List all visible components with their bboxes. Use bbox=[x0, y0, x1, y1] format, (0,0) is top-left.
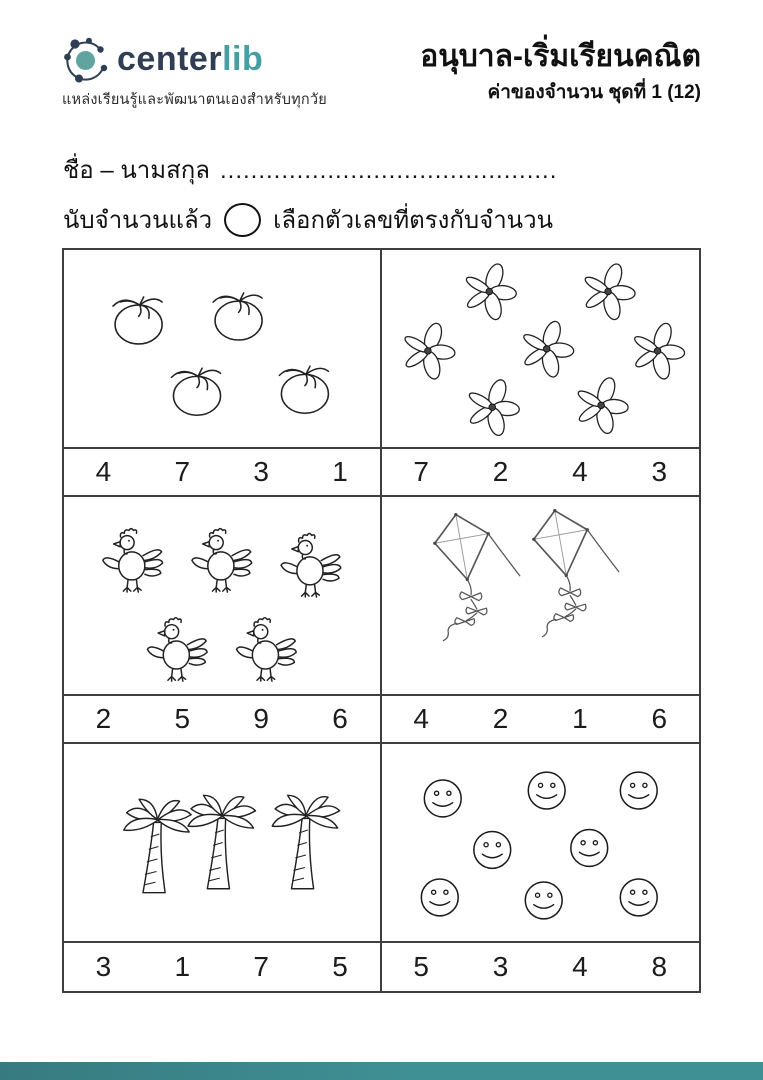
choice-number[interactable]: 4 bbox=[95, 456, 112, 487]
choice-number[interactable]: 6 bbox=[651, 703, 668, 734]
kites-drawing bbox=[382, 497, 700, 694]
roosters-drawing bbox=[64, 497, 380, 694]
choice-number[interactable]: 3 bbox=[651, 456, 668, 487]
choice-number[interactable]: 9 bbox=[253, 703, 269, 734]
picture-cell-roosters bbox=[64, 497, 382, 696]
choice-number[interactable]: 6 bbox=[332, 703, 348, 734]
choice-number[interactable]: 2 bbox=[492, 703, 509, 734]
worksheet-title: อนุบาล-เริ่มเรียนคณิต bbox=[420, 40, 701, 73]
name-blank[interactable]: ............................................ bbox=[219, 157, 558, 184]
choice-number[interactable]: 1 bbox=[174, 951, 191, 982]
centerlib-logo-icon bbox=[62, 36, 110, 84]
instruction-text-after: เลือกตัวเลขที่ตรงกับจำนวน bbox=[273, 207, 553, 234]
choice-number[interactable]: 7 bbox=[413, 456, 429, 487]
name-label: ชื่อ – นามสกุล bbox=[63, 157, 210, 184]
choice-number[interactable]: 3 bbox=[253, 456, 269, 487]
choice-number[interactable]: 2 bbox=[95, 703, 112, 734]
choice-number[interactable]: 7 bbox=[174, 456, 191, 487]
choice-row-tomatoes bbox=[64, 449, 382, 497]
picture-cell-tomatoes bbox=[64, 250, 382, 449]
choice-number[interactable]: 1 bbox=[332, 456, 348, 487]
choice-number[interactable]: 8 bbox=[651, 951, 668, 982]
choice-row-kites bbox=[382, 696, 700, 744]
choice-row-roosters bbox=[64, 696, 382, 744]
choice-number[interactable]: 3 bbox=[492, 951, 509, 982]
form-area bbox=[63, 150, 701, 239]
choice-row-palm-trees bbox=[64, 943, 382, 991]
worksheet-grid bbox=[62, 248, 701, 993]
choice-number[interactable]: 4 bbox=[572, 456, 588, 487]
choice-number[interactable]: 2 bbox=[492, 456, 509, 487]
choice-row-smiley-faces bbox=[382, 943, 700, 991]
choice-number[interactable]: 3 bbox=[95, 951, 112, 982]
choice-number[interactable]: 4 bbox=[572, 951, 588, 982]
palm-trees-drawing bbox=[64, 744, 380, 941]
instruction-line bbox=[63, 200, 701, 239]
picture-cell-palm-trees bbox=[64, 744, 382, 943]
instruction-text-before: นับจำนวนแล้ว bbox=[63, 207, 213, 234]
header bbox=[62, 36, 701, 111]
picture-cell-smiley-faces bbox=[382, 744, 700, 943]
choice-number[interactable]: 1 bbox=[572, 703, 588, 734]
logo-text-center: center bbox=[117, 40, 223, 79]
choice-number[interactable]: 5 bbox=[413, 951, 429, 982]
choice-number[interactable]: 5 bbox=[174, 703, 191, 734]
logo-tagline: แหล่งเรียนรู้และพัฒนาตนเองสำหรับทุกวัย bbox=[62, 92, 327, 108]
tomatoes-drawing bbox=[64, 250, 380, 447]
choice-row-flowers bbox=[382, 449, 700, 497]
name-line bbox=[63, 150, 701, 189]
footer-bar bbox=[0, 1062, 763, 1080]
logo-text bbox=[117, 41, 263, 78]
choice-number[interactable]: 5 bbox=[332, 951, 348, 982]
choice-number[interactable]: 4 bbox=[413, 703, 429, 734]
smiley-faces-drawing bbox=[382, 744, 700, 941]
picture-cell-flowers bbox=[382, 250, 700, 449]
sample-answer-circle-icon bbox=[224, 203, 261, 237]
picture-cell-kites bbox=[382, 497, 700, 696]
logo-text-lib: lib bbox=[222, 40, 264, 79]
title-block bbox=[420, 36, 701, 107]
choice-number[interactable]: 7 bbox=[253, 951, 269, 982]
flowers-drawing bbox=[382, 250, 700, 447]
centerlib-logo bbox=[62, 36, 327, 111]
worksheet-subtitle: ค่าของจำนวน ชุดที่ 1 (12) bbox=[487, 81, 701, 103]
